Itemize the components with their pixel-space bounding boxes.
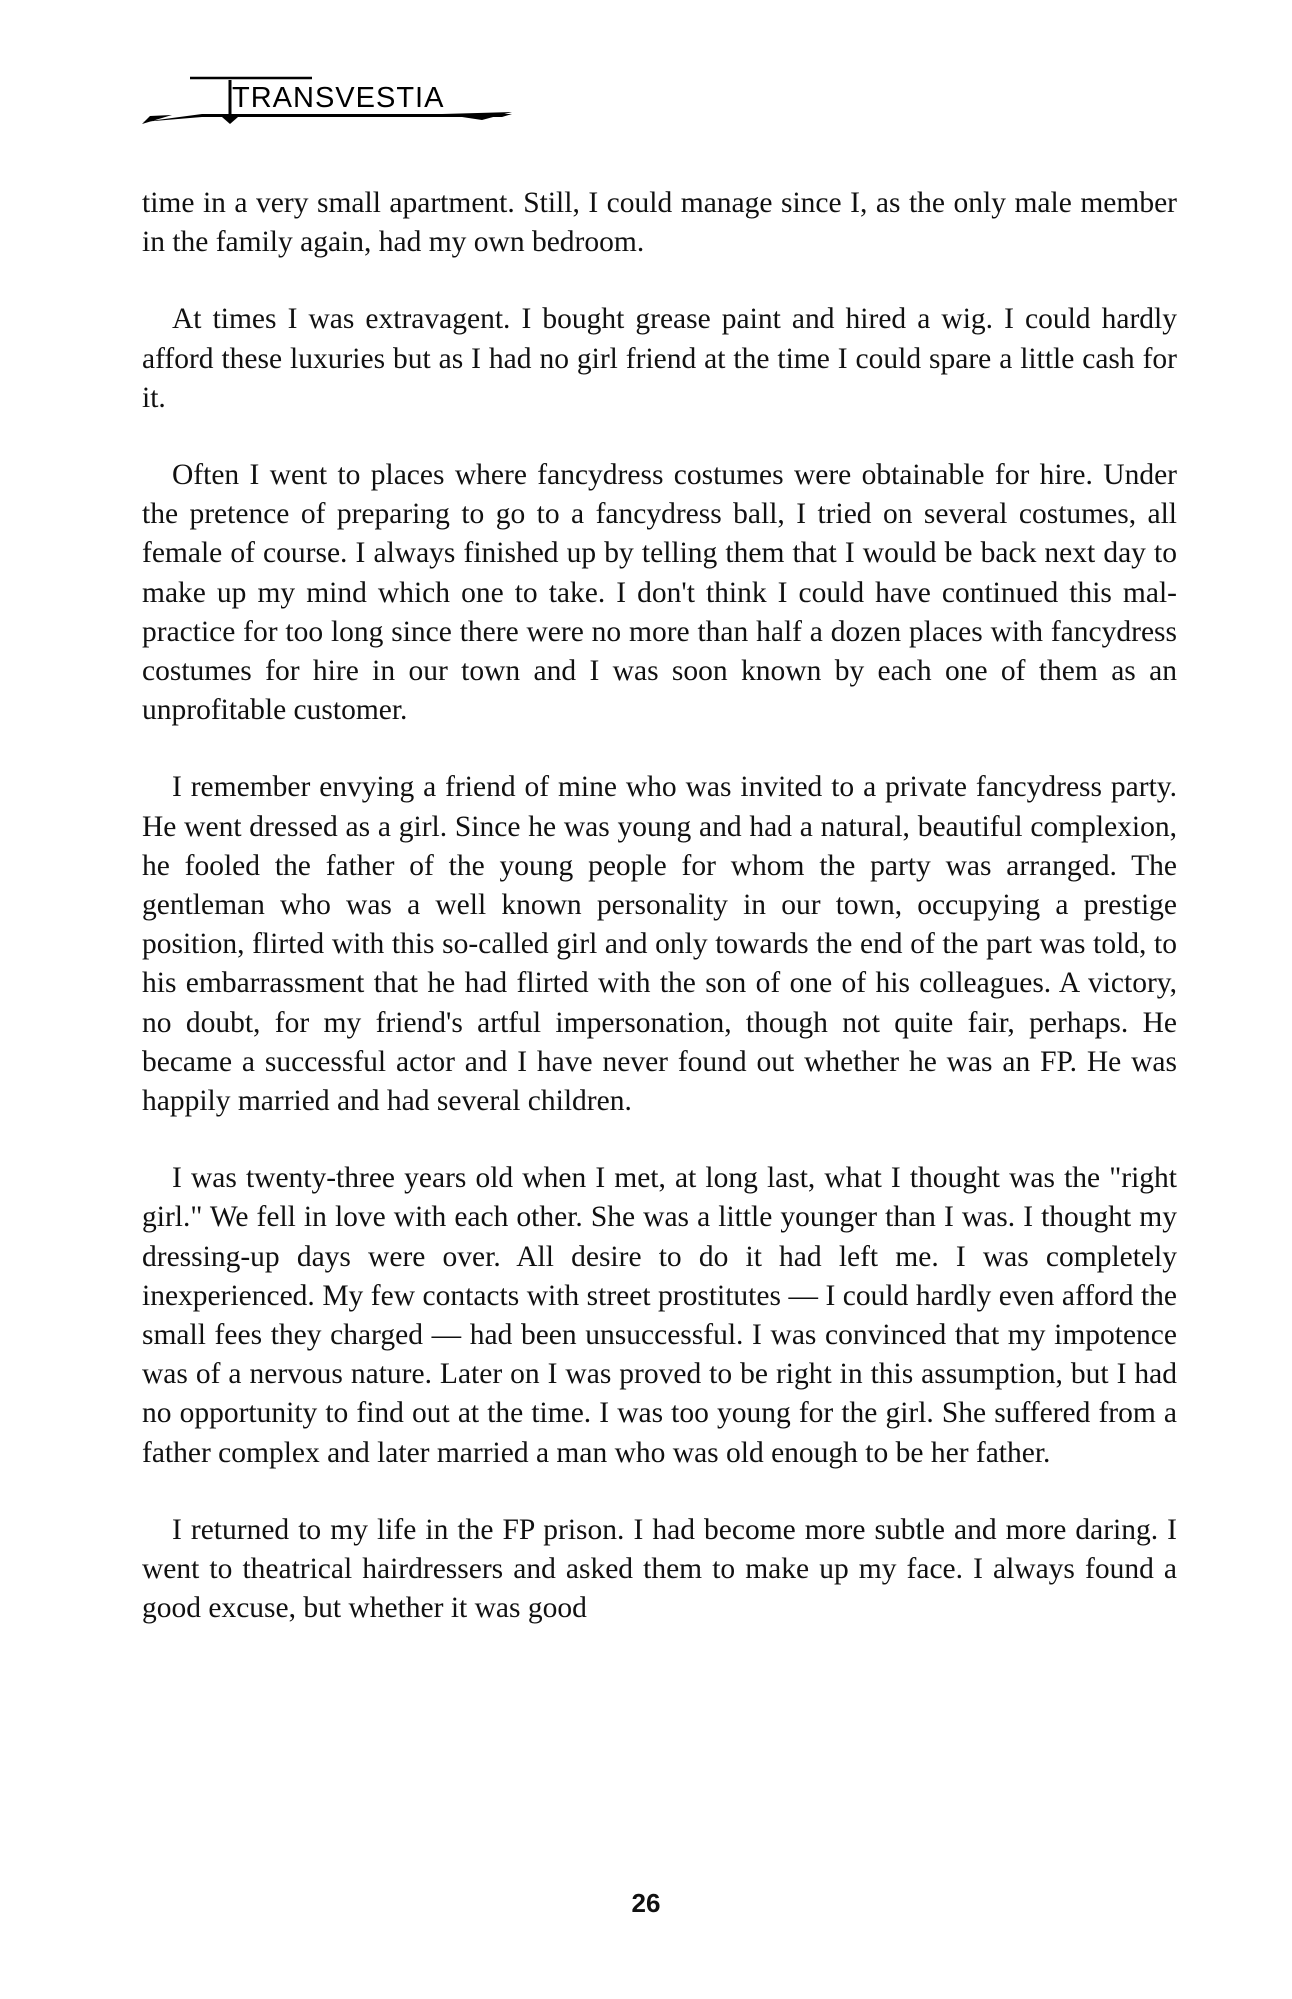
body-text [142,184,1177,1667]
paragraph: I was twenty-three years old when I met, at long last, what I thought was the "right girl." We fell in love with each other. She was a little younger than I was. I thought my dressing-up days were over. All desire to do it had left me. I was completely inexperienced. My few contacts with street prostitutes — I could hardly even afford the small fees they charged — had been unsuccessful. I was convinced that my impotence was of a nervous nature. Later on I was proved to be right in this assumption, but I had no opportunity to find out at the time. I was too young for the girl. She suffered from a father complex and later married a man who was old enough to be her father. [142,1162,1177,1469]
paragraph: At times I was extravagent. I bought grease paint and hired a wig. I could hardly afford these luxuries but as I had no girl friend at the time I could spare a little cash for it. [142,303,1177,414]
page-number: 26 [631,1888,661,1918]
header-title: TRANSVESTIA [232,82,445,114]
running-header [142,60,512,130]
paragraph: Often I went to places where fancydress costumes were obtainable for hire. Under the pretence of preparing to go to a fancydress ball, I tried on several costumes, all female of course. I always finished up by telling them that I would be back next day to make up my mind which one to take. I don't think I could have continued this mal-practice for too long since there were no more than half a dozen places with fancydress costumes for hire in our town and I was soon known by each one of them as an unprofitable customer. [142,459,1177,727]
paragraph: I returned to my life in the FP prison. I had become more subtle and more daring. I went to theatrical hairdressers and asked them to make up my face. I always found a good excuse, but whether it was good [142,1513,1177,1625]
paragraph: I remember envying a friend of mine who was invited to a private fancydress party. He went dressed as a girl. Since he was young and had a natural, beautiful complexion, he fooled the father of the young people for whom the party was arranged. The gentleman who was a well known personality in our town, occupying a prestige position, flirted with this so-called girl and only towards the end of the part was told, to his embarrassment that he had flirted with the son of one of his colleagues. A victory, no doubt, for my friend's artful impersonation, though not quite fair, perhaps. He became a successful actor and I have never found out whether he was an FP. He was happily married and had several children. [142,771,1177,1118]
paragraph: time in a very small apartment. Still, I could manage since I, as the only male member in the family again, had my own bedroom. [142,187,1177,259]
